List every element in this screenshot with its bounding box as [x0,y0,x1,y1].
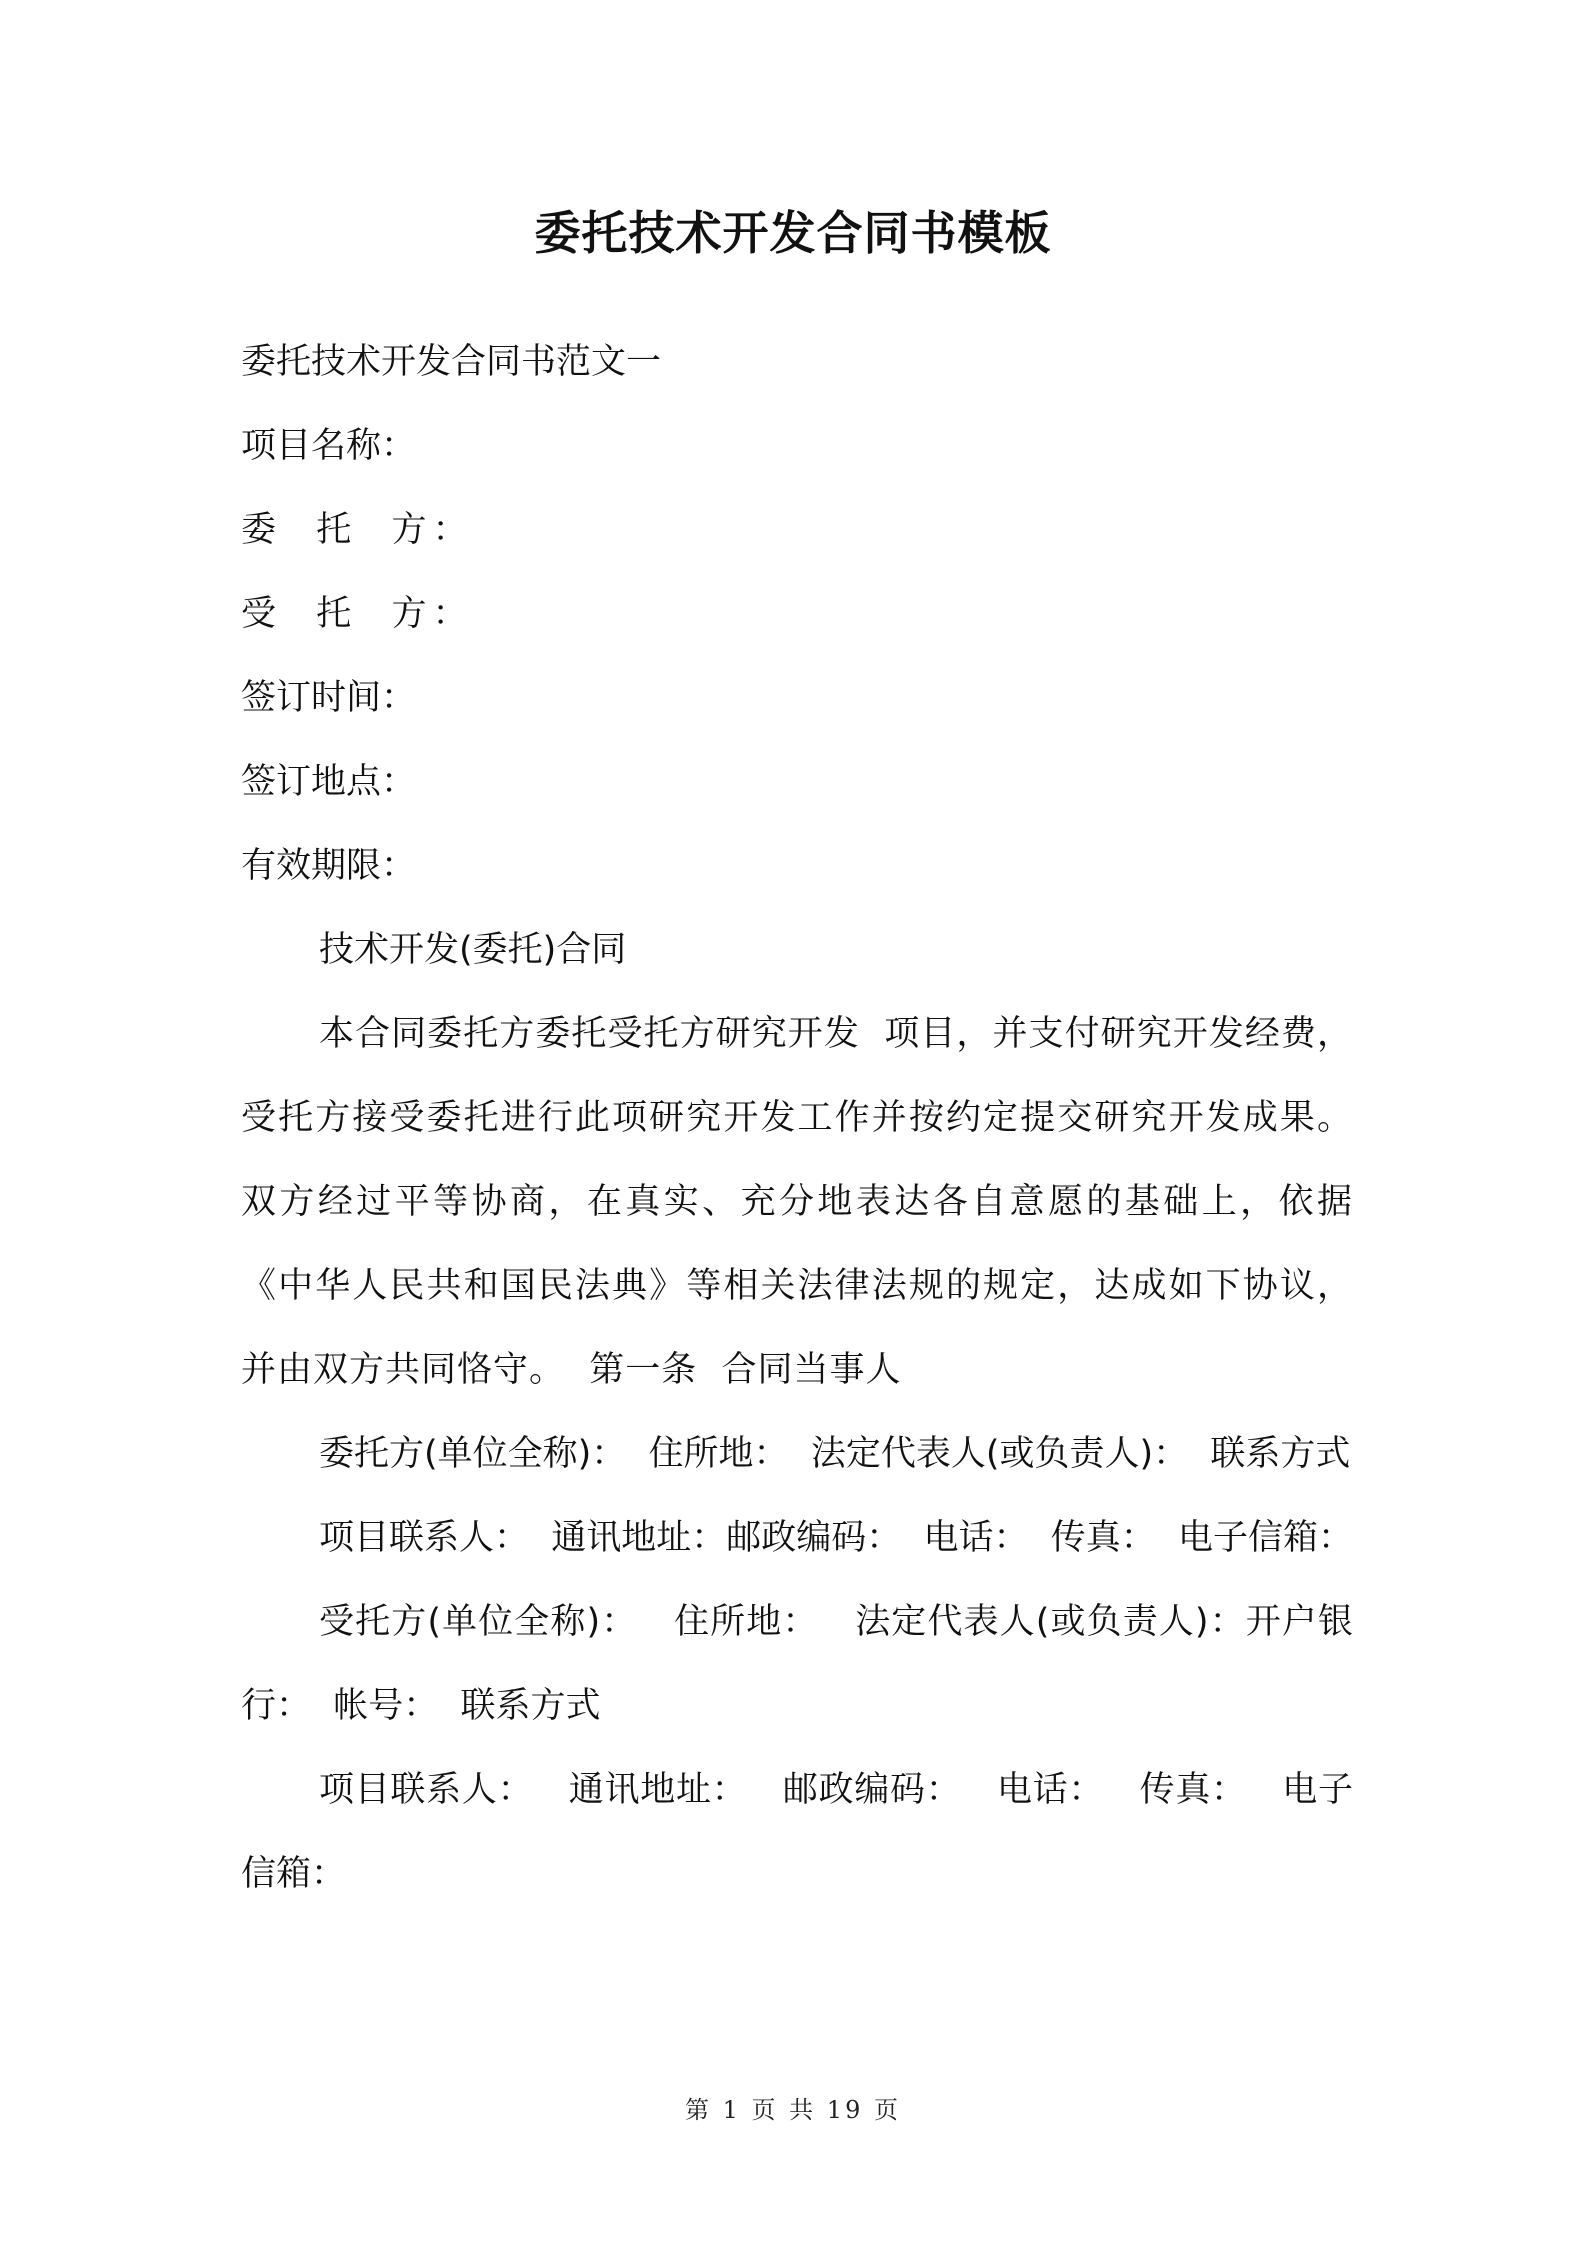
field-client: 委 托 方： [241,510,474,550]
contract-heading: 技术开发(委托)合同 [319,930,627,970]
document-body [241,320,1353,1916]
field-project-name: 项目名称： [241,426,417,466]
field-contractor: 受 托 方： [241,594,474,634]
document-title: 委托技术开发合同书模板 [534,206,1052,260]
paragraph-client-info: 委托方(单位全称)： 住所地： 法定代表人(或负责人)： 联系方式 [319,1434,1351,1474]
page-number-footer: 第 1 页 共 19 页 [685,2096,901,2124]
paragraph-contractor-contact: 项目联系人： 通讯地址： 邮政编码： 电话： 传真： 电子信箱： [241,1770,1353,1894]
field-validity: 有效期限： [241,846,417,886]
field-sign-place: 签订地点： [241,762,417,802]
paragraph-client-contact: 项目联系人： 通讯地址：邮政编码： 电话： 传真： 电子信箱： [319,1518,1354,1558]
paragraph-intro: 本合同委托方委托受托方研究开发 项目，并支付研究开发经费，受托方接受委托进行此项研究开发工作并按约定提交研究开发成果。双方经过平等协商，在真实、充分地表达各自意愿的基础上，依据《中华人民共和国民法典》等相关法律法规的规定，达成如下协议，并由双方共同恪守。 第一条 合同当事人 [241,1014,1353,1390]
document-subtitle: 委托技术开发合同书范文一 [241,342,662,382]
paragraph-contractor-info: 受托方(单位全称)： 住所地： 法定代表人(或负责人)：开户银行： 帐号： 联系方式 [241,1602,1353,1726]
field-sign-date: 签订时间： [241,678,417,718]
